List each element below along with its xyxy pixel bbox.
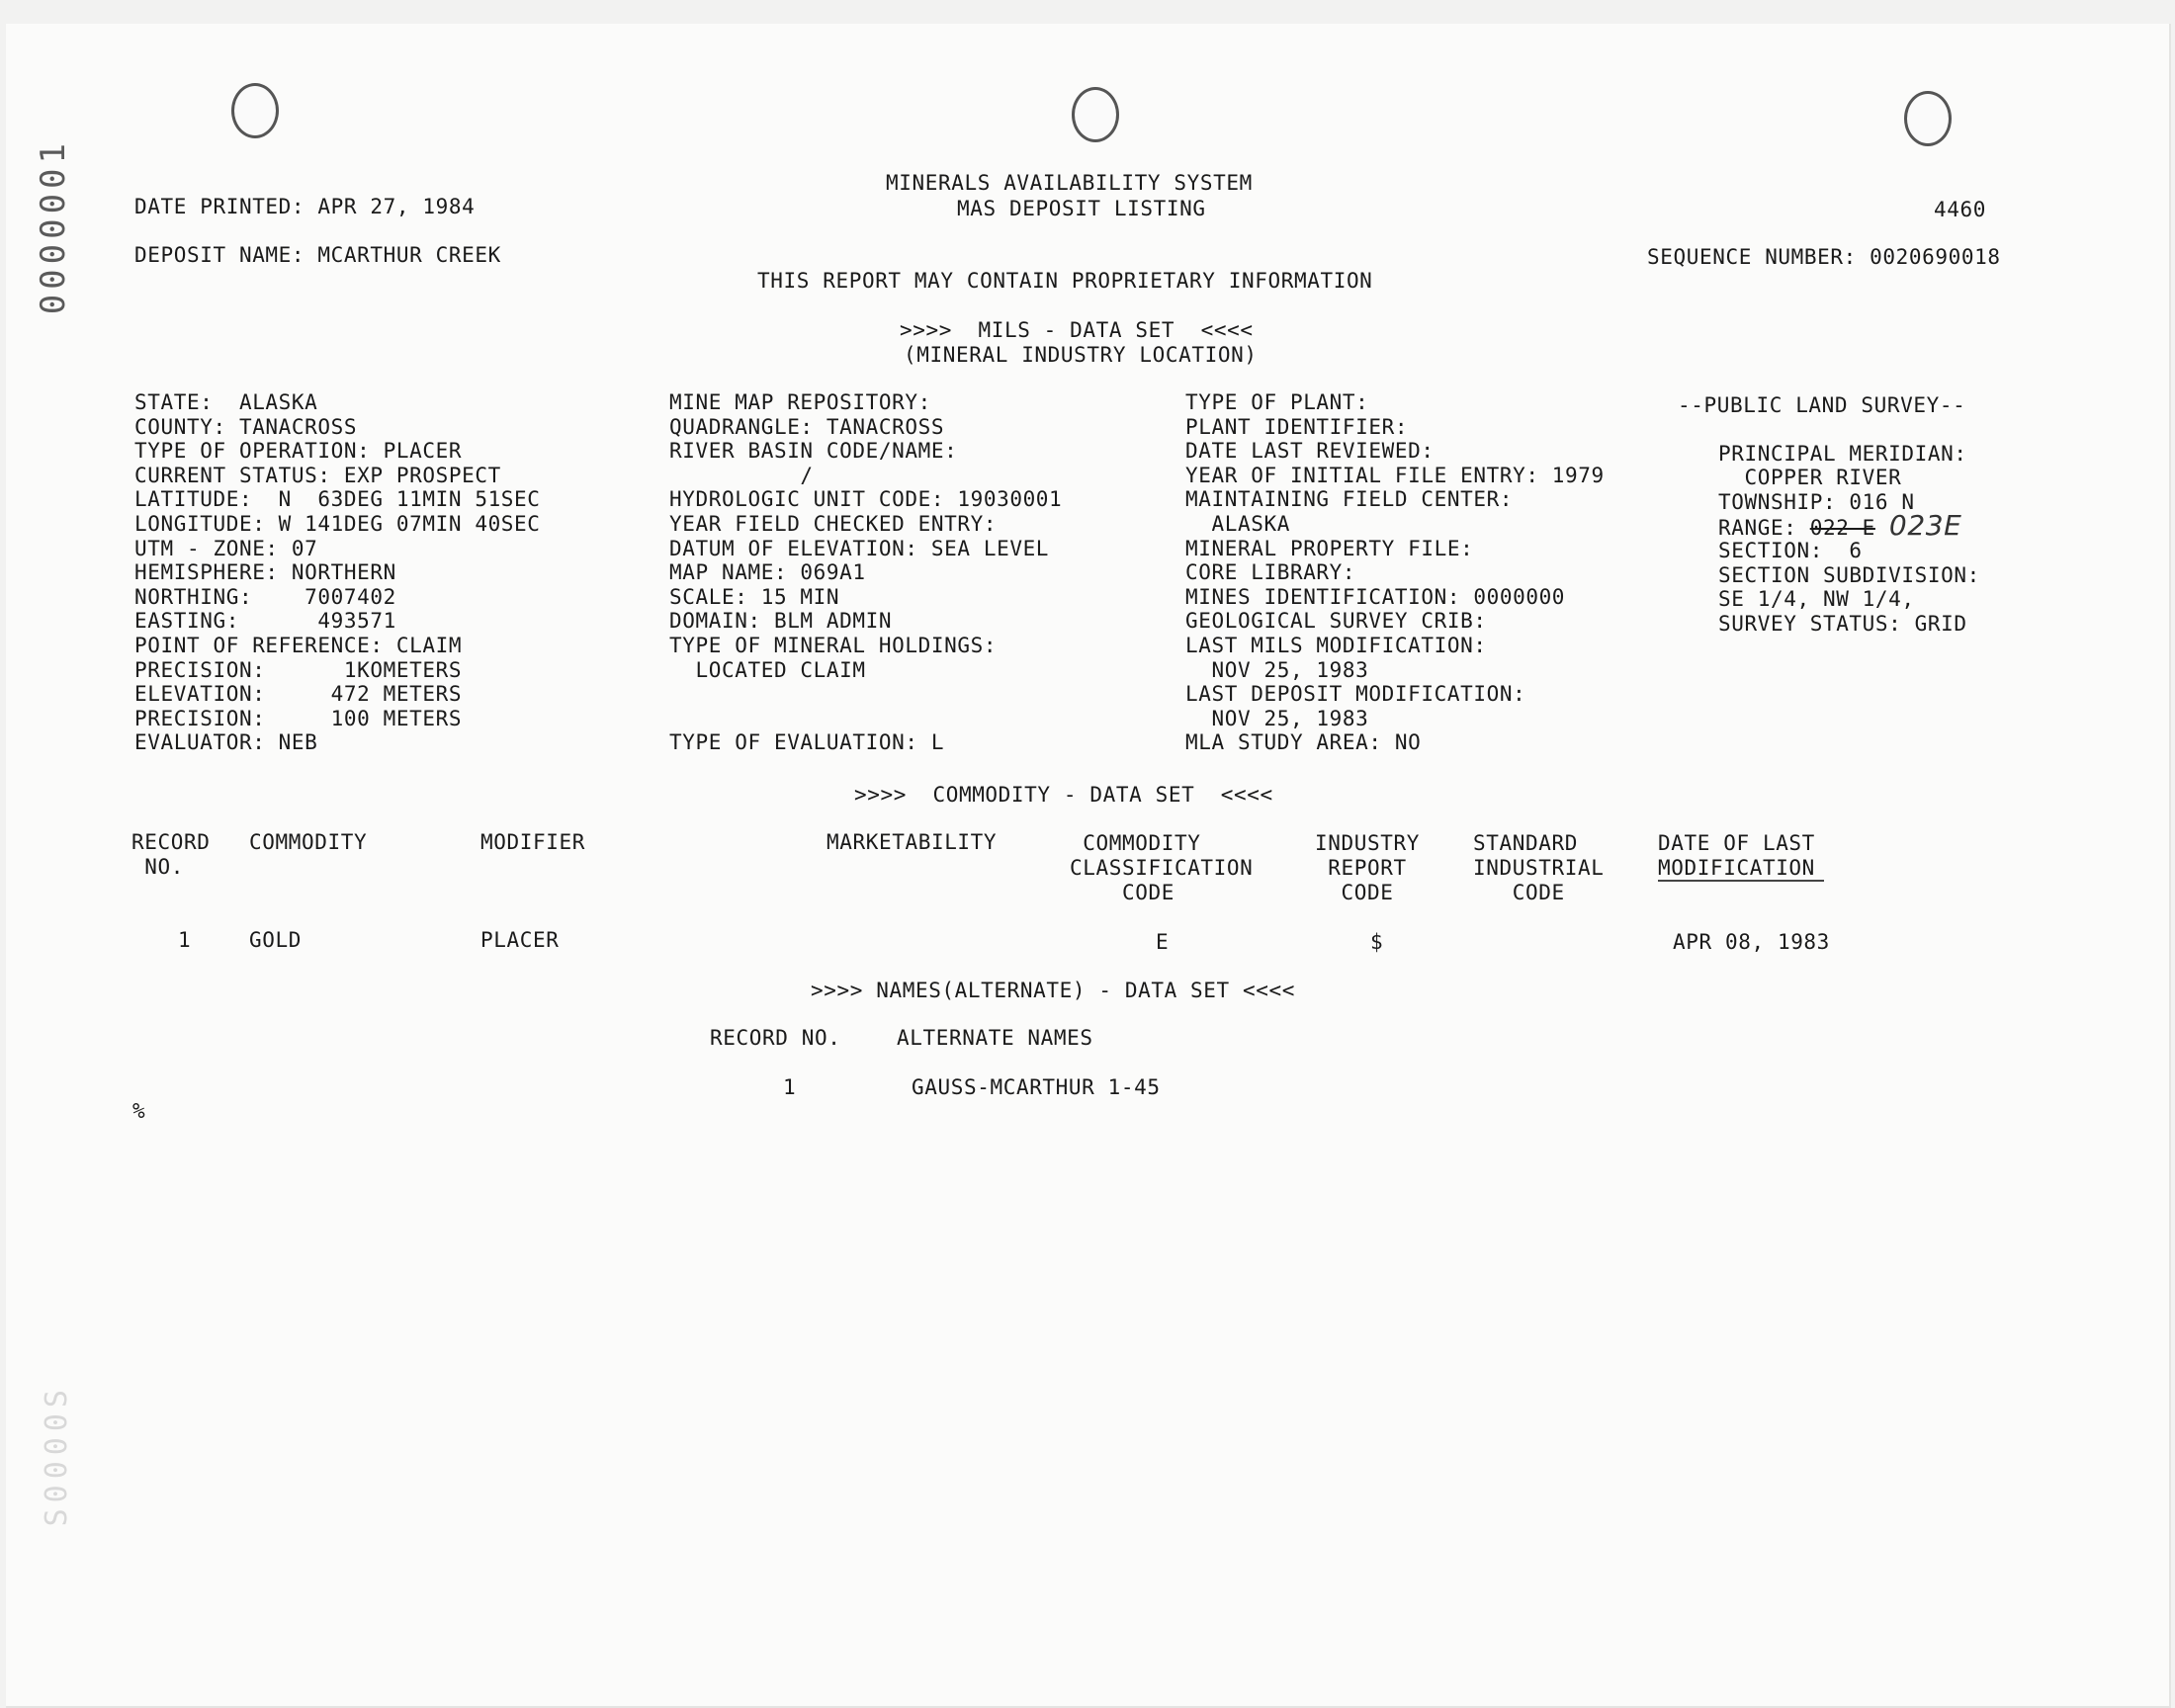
punch-hole xyxy=(1904,91,1952,146)
mils-subheading: (MINERAL INDUSTRY LOCATION) xyxy=(904,343,1258,367)
field-line: ELEVATION: 472 METERS xyxy=(134,682,463,707)
field-line: MAP NAME: 069A1 xyxy=(669,560,866,585)
field-line: DATE LAST REVIEWED: xyxy=(1185,439,1435,464)
date-printed: DATE PRINTED: APR 27, 1984 xyxy=(134,195,476,218)
col-header-date: DATE OF LAST MODIFICATION xyxy=(1658,831,1815,880)
field-line: MINES IDENTIFICATION: 0000000 xyxy=(1185,584,1566,609)
col-header-modifier: MODIFIER xyxy=(480,830,585,854)
col-header-standard: STANDARD INDUSTRIAL CODE xyxy=(1473,831,1605,904)
field-line: TOWNSHIP: 016 N xyxy=(1718,489,1915,514)
field-line: LAST DEPOSIT MODIFICATION: xyxy=(1185,682,1526,707)
names-heading: >>>> NAMES(ALTERNATE) - DATA SET <<<< xyxy=(811,979,1295,1002)
field-line: GEOLOGICAL SURVEY CRIB: xyxy=(1185,609,1487,634)
field-line: YEAR FIELD CHECKED ENTRY: xyxy=(669,512,998,536)
field-line: HYDROLOGIC UNIT CODE: 19030001 xyxy=(669,487,1063,512)
field-line: SECTION SUBDIVISION: xyxy=(1718,562,1980,587)
field-line: SECTION: 6 xyxy=(1718,539,1863,562)
field-line: QUADRANGLE: TANACROSS xyxy=(669,414,945,439)
field-line: SCALE: 15 MIN xyxy=(669,584,840,609)
field-line: TYPE OF EVALUATION: L xyxy=(669,730,945,755)
field-line: MLA STUDY AREA: NO xyxy=(1185,730,1422,755)
names-row-record: 1 xyxy=(783,1075,797,1099)
field-line: MINERAL PROPERTY FILE: xyxy=(1185,536,1474,560)
field-line: LONGITUDE: W 141DEG 07MIN 40SEC xyxy=(134,512,541,536)
range-handwritten-correction: 023E xyxy=(1888,509,1962,543)
commodity-row-classification: E xyxy=(1156,930,1170,954)
system-title: MINERALS AVAILABILITY SYSTEM xyxy=(886,171,1253,195)
field-line: LATITUDE: N 63DEG 11MIN 51SEC xyxy=(134,487,541,512)
field-line: TYPE OF OPERATION: PLACER xyxy=(134,439,463,464)
document-number-stamp: 0000001 xyxy=(34,138,73,315)
commodity-row-record: 1 xyxy=(178,928,192,952)
field-line: SE 1/4, NW 1/4, xyxy=(1718,587,1915,612)
commodity-heading: >>>> COMMODITY - DATA SET <<<< xyxy=(854,783,1273,807)
names-header-names: ALTERNATE NAMES xyxy=(897,1026,1093,1050)
field-line: PRECISION: 100 METERS xyxy=(134,706,463,730)
field-line: DATUM OF ELEVATION: SEA LEVEL xyxy=(669,536,1050,560)
field-line: PLANT IDENTIFIER: xyxy=(1185,414,1409,439)
col-header-marketability: MARKETABILITY xyxy=(826,830,998,854)
field-line: HEMISPHERE: NORTHERN xyxy=(134,560,396,585)
deposit-name: DEPOSIT NAME: MCARTHUR CREEK xyxy=(134,243,501,267)
field-line: LOCATED CLAIM xyxy=(669,657,866,682)
field-line: RANGE: 022 E 023E xyxy=(1718,509,1962,543)
names-header-record: RECORD NO. xyxy=(710,1026,841,1050)
commodity-row-modifier: PLACER xyxy=(480,928,560,952)
field-line: NOV 25, 1983 xyxy=(1185,657,1369,682)
field-line: PRECISION: 1KOMETERS xyxy=(134,657,463,682)
field-line: NORTHING: 7007402 xyxy=(134,584,396,609)
field-line: / xyxy=(669,463,814,487)
names-row-name: GAUSS-MCARTHUR 1-45 xyxy=(912,1075,1161,1099)
public-land-survey-heading: --PUBLIC LAND SURVEY-- xyxy=(1678,393,1966,417)
mils-heading: >>>> MILS - DATA SET <<<< xyxy=(900,318,1254,342)
field-line: POINT OF REFERENCE: CLAIM xyxy=(134,634,463,657)
field-line: UTM - ZONE: 07 xyxy=(134,536,318,560)
field-line: MINE MAP REPOSITORY: xyxy=(669,390,931,414)
proprietary-notice: THIS REPORT MAY CONTAIN PROPRIETARY INFORMATION xyxy=(757,269,1373,293)
field-line: ALASKA xyxy=(1185,512,1290,536)
field-line: CORE LIBRARY: xyxy=(1185,560,1356,585)
field-line: YEAR OF INITIAL FILE ENTRY: 1979 xyxy=(1185,463,1605,487)
commodity-row-date: APR 08, 1983 xyxy=(1673,930,1830,954)
commodity-row-industry: $ xyxy=(1370,930,1384,954)
punch-hole xyxy=(231,83,279,138)
commodity-row-commodity: GOLD xyxy=(249,928,302,952)
field-line: SURVEY STATUS: GRID xyxy=(1718,611,1967,636)
page-number: 4460 xyxy=(1934,198,1986,221)
field-line: CURRENT STATUS: EXP PROSPECT xyxy=(134,463,501,487)
sequence-number: SEQUENCE NUMBER: 0020690018 xyxy=(1647,245,2001,269)
field-line: DOMAIN: BLM ADMIN xyxy=(669,609,893,634)
field-line: STATE: ALASKA xyxy=(134,390,318,414)
field-line: TYPE OF MINERAL HOLDINGS: xyxy=(669,634,998,657)
col-header-industry: INDUSTRY REPORT CODE xyxy=(1315,831,1420,904)
field-line: LAST MILS MODIFICATION: xyxy=(1185,634,1487,657)
col-header-commodity: COMMODITY xyxy=(249,830,368,854)
field-line: EVALUATOR: NEB xyxy=(134,730,318,755)
date-header-underline xyxy=(1658,880,1824,882)
footer-mark: % xyxy=(132,1099,146,1123)
field-line: PRINCIPAL MERIDIAN: xyxy=(1718,441,1967,466)
col-header-classification: COMMODITY CLASSIFICATION CODE xyxy=(1070,831,1254,904)
faint-stamp: S0000S xyxy=(40,1384,74,1527)
field-line: COPPER RIVER xyxy=(1718,466,1902,490)
punch-hole xyxy=(1072,87,1119,142)
field-line: COUNTY: TANACROSS xyxy=(134,414,358,439)
field-line: NOV 25, 1983 xyxy=(1185,706,1369,730)
field-line: MAINTAINING FIELD CENTER: xyxy=(1185,487,1514,512)
col-header-record: RECORD NO. xyxy=(131,830,211,879)
field-line: TYPE OF PLANT: xyxy=(1185,390,1369,414)
range-struck-value: 022 E xyxy=(1809,516,1875,541)
field-line: RIVER BASIN CODE/NAME: xyxy=(669,439,958,464)
field-line: EASTING: 493571 xyxy=(134,609,396,634)
listing-title: MAS DEPOSIT LISTING xyxy=(957,197,1206,220)
